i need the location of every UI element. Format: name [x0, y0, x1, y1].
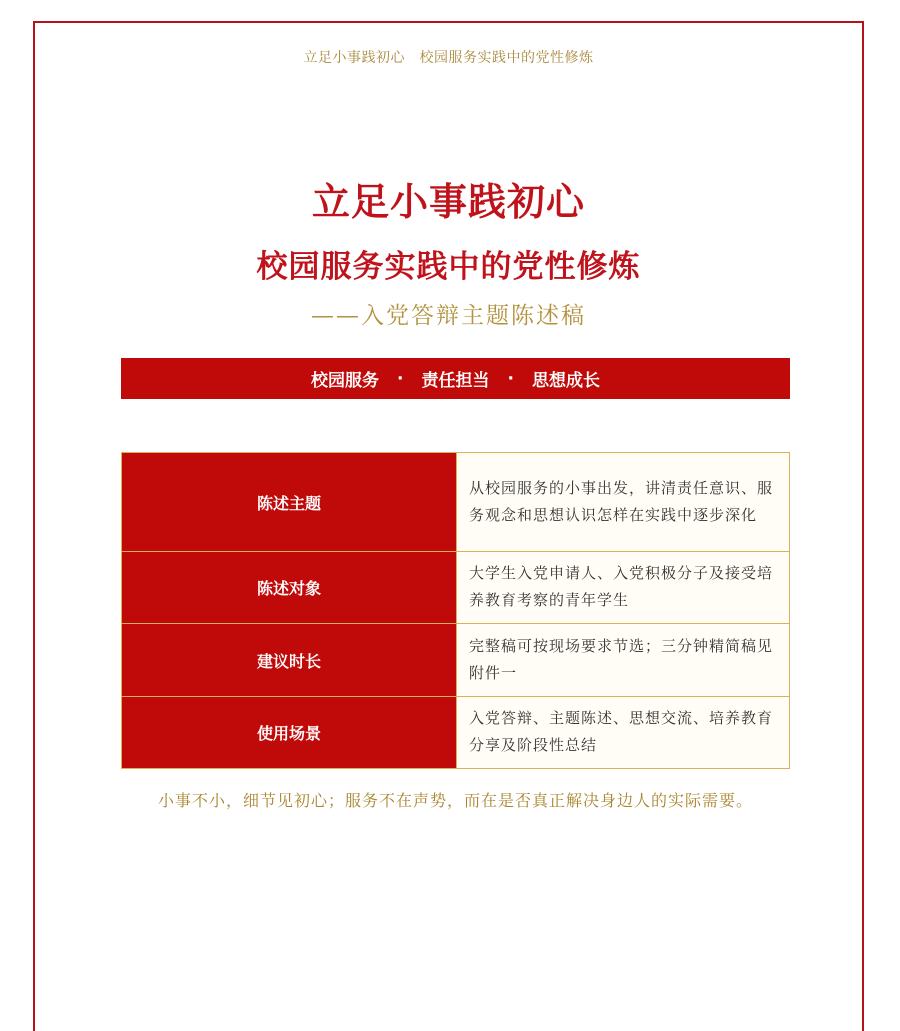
table-row	[122, 697, 790, 769]
table-row	[122, 624, 790, 697]
keyword-item: 思想成长	[531, 371, 600, 391]
title-note: ——入党答辩主题陈述稿	[311, 303, 586, 329]
row-label: 陈述对象	[122, 552, 457, 624]
row-label: 使用场景	[122, 697, 457, 769]
keyword-separator: ·	[397, 368, 404, 389]
info-table	[121, 452, 790, 769]
row-label: 建议时长	[122, 624, 457, 697]
keyword-item: 校园服务	[311, 371, 380, 391]
row-label: 陈述主题	[122, 453, 457, 552]
row-value: 入党答辩、主题陈述、思想交流、培养教育分享及阶段性总结	[457, 697, 790, 769]
keyword-item: 责任担当	[421, 371, 490, 391]
page-subtitle: 校园服务实践中的党性修炼	[256, 249, 641, 285]
table-row	[122, 453, 790, 552]
keyword-bar	[121, 358, 790, 399]
running-header: 立足小事践初心 校园服务实践中的党性修炼	[303, 50, 594, 66]
row-value: 完整稿可按现场要求节选；三分钟精简稿见附件一	[457, 624, 790, 697]
table-row	[122, 552, 790, 624]
closing-statement: 小事不小，细节见初心；服务不在声势，而在是否真正解决身边人的实际需要。	[157, 791, 753, 810]
row-value: 大学生入党申请人、入党积极分子及接受培养教育考察的青年学生	[457, 552, 790, 624]
row-value: 从校园服务的小事出发，讲清责任意识、服务观念和思想认识怎样在实践中逐步深化	[457, 453, 790, 552]
page-title: 立足小事践初心	[311, 180, 585, 224]
page-frame	[33, 21, 864, 1031]
keyword-separator: ·	[507, 368, 514, 389]
